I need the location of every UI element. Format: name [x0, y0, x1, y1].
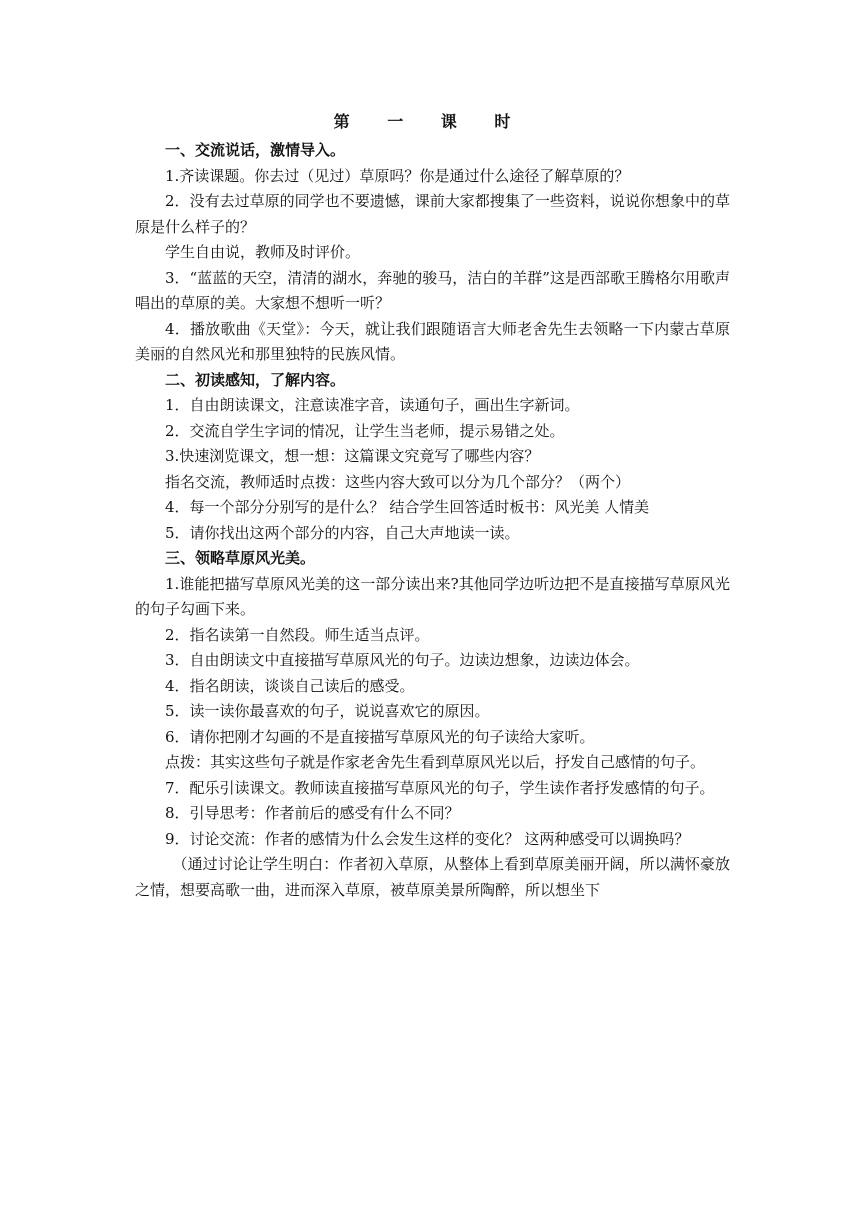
- paragraph: 4．播放歌曲《天堂》：今天，就让我们跟随语言大师老舍先生去领略一下内蒙古草原美丽的自然风光和那里独特的民族风情。: [135, 319, 730, 363]
- paragraph: 指名交流，教师适时点拨：这些内容大致可以分为几个部分？（两个）: [165, 472, 631, 491]
- paragraph: 点拨：其实这些句子就是作家老舍先生看到草原风光以后，抒发自己感情的句子。: [165, 753, 706, 771]
- lesson-title: 第 一 课 时: [333, 112, 527, 131]
- paragraph: 3.快速浏览课文，想一想：这篇课文究竟写了哪些内容？: [165, 447, 540, 465]
- lesson-content: [135, 138, 730, 903]
- paragraph: （通过讨论让学生明白：作者初入草原，从整体上看到草原美丽开阔，所以满怀豪放之情，想要高歌一曲，进而深入草原，被草原美景所陶醉，所以想坐下: [135, 855, 730, 899]
- paragraph: 4．每一个部分分别写的是什么？ 结合学生回答适时板书：风光美 人情美: [165, 498, 650, 516]
- paragraph: 3．自由朗读文中直接描写草原风光的句子。边读边想象，边读边体会。: [165, 651, 640, 669]
- paragraph: 2．没有去过草原的同学也不要遗憾，课前大家都搜集了一些资料，说说你想象中的草原是什么样子的？: [135, 192, 730, 236]
- paragraph: 7．配乐引读课文。教师读直接描写草原风光的句子，学生读作者抒发感情的句子。: [165, 778, 715, 797]
- paragraph: 6．请你把刚才勾画的不是直接描写草原风光的句子读给大家听。: [165, 727, 595, 746]
- paragraph: 5．请你找出这两个部分的内容，自己大声地读一读。: [165, 523, 520, 542]
- paragraph: 1．自由朗读课文，注意读准字音，读通句子，画出生字新词。: [165, 396, 580, 414]
- paragraph: 2．指名读第一自然段。师生适当点评。: [165, 625, 430, 644]
- paragraph: 学生自由说，教师及时评价。: [165, 243, 361, 261]
- paragraph: 9．讨论交流：作者的感情为什么会发生这样的变化？ 这两种感受可以调换吗？: [165, 829, 690, 848]
- paragraph: 5．读一读你最喜欢的句子，说说喜欢它的原因。: [165, 702, 490, 720]
- section-heading: 二、初读感知，了解内容。: [165, 370, 346, 389]
- paragraph: 1.谁能把描写草原风光美的这一部分读出来?其他同学边听边把不是直接描写草原风光的句子勾画下来。: [135, 574, 730, 618]
- paragraph: 4．指名朗读，谈谈自己读后的感受。: [165, 676, 415, 695]
- paragraph: 8．引导思考：作者前后的感受有什么不同？: [165, 804, 460, 822]
- paragraph: 2．交流自学生字词的情况，让学生当老师，提示易错之处。: [165, 421, 565, 440]
- section-heading: 一、交流说话，激情导入。: [165, 141, 346, 159]
- paragraph: 3．“蓝蓝的天空，清清的湖水，奔驰的骏马，洁白的羊群”这是西部歌王腾格尔用歌声唱出的草原的美。大家想不想听一听？: [135, 268, 730, 312]
- section-heading: 三、领略草原风光美。: [165, 549, 316, 567]
- paragraph: 1.齐读课题。你去过（见过）草原吗？你是通过什么途径了解草原的？: [165, 166, 630, 185]
